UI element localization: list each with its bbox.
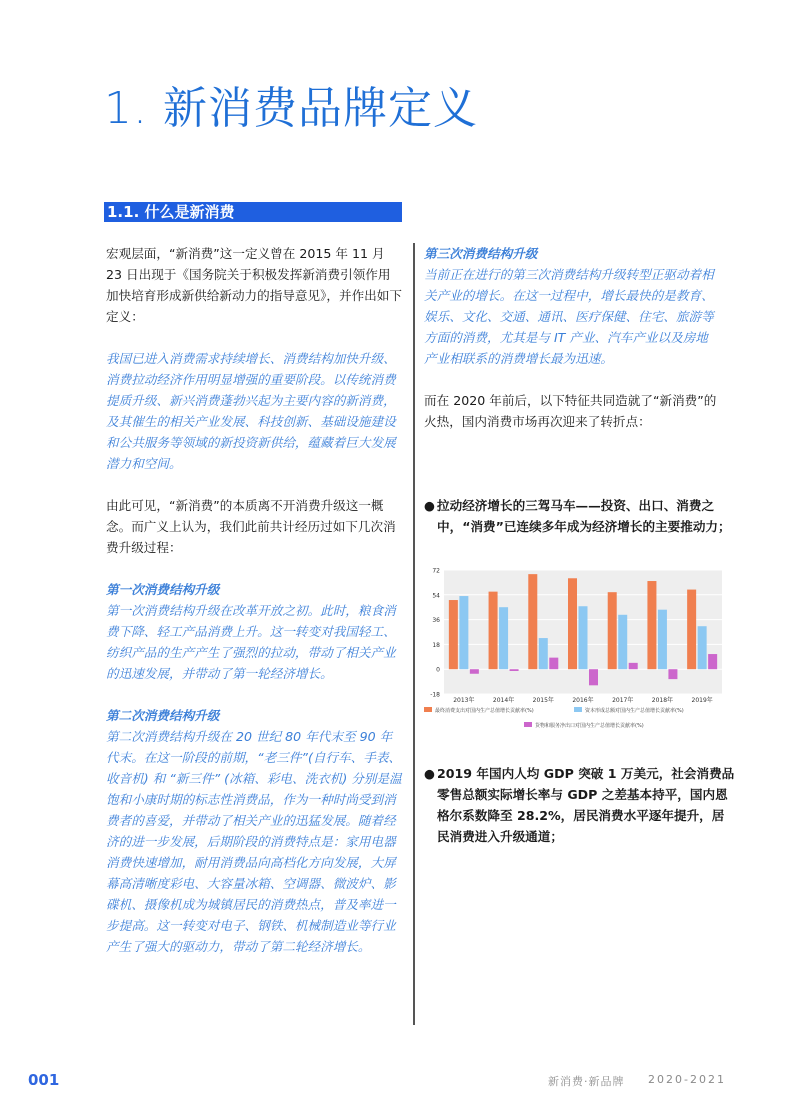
legend-label: 资本形成总额对国内生产总值增长贡献率(%)	[585, 708, 684, 714]
page-title: 1. 新消费品牌定义	[104, 83, 478, 134]
third-upgrade-body: 当前正在进行的第三次消费结构升级转型正驱动着相关产业的增长。在这一过程中，增长最快的是教育、娱乐、文化、交通、通讯、医疗保健、住宅、旅游等方面的消费，尤其是与 IT 产业、汽车产业以及房地产业相联系的消费增长最为迅速。	[424, 267, 714, 366]
second-upgrade-body: 第二次消费结构升级在 20 世纪 80 年代末至 90 年代末。在这一阶段的前期，“老三件”(自行车、手表、收音机) 和 “新三件” (冰箱、彩电、洗衣机) 分别是温饱和小康时期的标志性消费品，作为一种时尚受到消费者的喜爱，并带动了相关产业的迅猛发展。随着经济的进一步发展，后期阶段的消费特点是：家用电器消费快速增加，耐用消费品向高档化方向发展，大屏幕高清晰度彩电、大容量冰箱、空调器、微波炉、影碟机、摄像机成为城镇居民的消费热点，普及率进一步提高。这一转变对电子、钢铁、机械制造业等行业产生了强大的驱动力，带动了第二轮经济增长。	[106, 729, 402, 954]
bullet-consumption-driver	[424, 495, 735, 537]
bullet-text: 2019 年国内人均 GDP 突破 1 万美元，社会消费品零售总额实际增长率与 GDP 之差基本持平，国内恩格尔系数降至 28.2%，居民消费水平逐年提升，居民消费进入升级通道；	[437, 766, 735, 844]
y-tick-label: -18	[430, 691, 440, 699]
page-number: 001	[28, 1071, 60, 1089]
legend-label: 最终消费支出对国内生产总值增长贡献率(%)	[435, 708, 534, 714]
y-tick-label: 0	[436, 666, 440, 674]
x-tick-label: 2015年	[532, 697, 554, 704]
legend-swatch	[424, 707, 432, 712]
bar-3-2019年	[708, 654, 717, 669]
legend-swatch	[574, 707, 582, 712]
second-upgrade-title: 第二次消费结构升级	[106, 708, 220, 723]
bar-1-2017年	[608, 592, 617, 669]
legend-label: 货物和服务净出口对国内生产总值增长贡献率(%)	[535, 723, 644, 729]
bar-2-2016年	[579, 606, 588, 669]
bar-1-2019年	[687, 590, 696, 670]
bar-1-2013年	[449, 600, 458, 669]
left-column	[106, 243, 404, 957]
bar-2-2014年	[499, 607, 508, 669]
bar-3-2015年	[549, 658, 558, 670]
definition-quote: 我国已进入消费需求持续增长、消费结构加快升级、消费拉动经济作用明显增强的重要阶段。以传统消费提质升级、新兴消费蓬勃兴起为主要内容的新消费，及其催生的相关产业发展、科技创新、基础设施建设和公共服务等领域的新投资新供给，蕴藏着巨大发展潜力和空间。	[106, 351, 396, 471]
x-tick-label: 2013年	[453, 697, 475, 704]
upgrade-paragraph: 由此可见，“新消费”的本质离不开消费升级这一概念。而广义上认为，我们此前共计经历过如下几次消费升级过程：	[106, 498, 396, 555]
x-tick-label: 2016年	[572, 697, 594, 704]
bar-3-2017年	[629, 663, 638, 669]
turning-point-paragraph: 而在 2020 年前后，以下特征共同造就了“新消费”的火热，国内消费市场再次迎来了转折点：	[424, 393, 717, 429]
section-heading: 1.1. 什么是新消费	[107, 203, 235, 221]
footer-publication: 新消费·新品牌	[548, 1075, 625, 1088]
bar-3-2018年	[668, 669, 677, 679]
bar-2-2017年	[618, 615, 627, 669]
bar-3-2016年	[589, 669, 598, 685]
footer-year: 2020-2021	[648, 1073, 726, 1086]
bar-3-2014年	[510, 669, 519, 671]
bar-2-2018年	[658, 610, 667, 670]
contribution-bar-chart	[424, 562, 726, 740]
bullet-dot-icon: ●	[424, 766, 435, 781]
bullet-text: 拉动经济增长的三驾马车——投资、出口、消费之中，“消费”已连续多年成为经济增长的主要推动力；	[437, 498, 731, 534]
bullet-dot-icon: ●	[424, 498, 435, 513]
bar-1-2018年	[647, 581, 656, 669]
x-tick-label: 2019年	[691, 697, 713, 704]
bullet-gdp	[424, 763, 735, 847]
intro-paragraph: 宏观层面，“新消费”这一定义曾在 2015 年 11 月 23 日出现于《国务院关于积极发挥新消费引领作用 加快培育形成新供给新动力的指导意见》，并作出如下定义：	[106, 246, 402, 324]
right-column	[424, 243, 720, 432]
first-upgrade-title: 第一次消费结构升级	[106, 582, 220, 597]
y-tick-label: 36	[432, 617, 440, 625]
y-tick-label: 18	[432, 641, 440, 649]
x-tick-label: 2017年	[612, 697, 634, 704]
y-tick-label: 72	[432, 567, 440, 575]
x-tick-label: 2014年	[492, 697, 515, 704]
column-divider	[413, 243, 415, 1025]
bar-1-2014年	[489, 592, 498, 670]
third-upgrade-title: 第三次消费结构升级	[424, 246, 538, 261]
bar-2-2019年	[698, 626, 707, 669]
legend-swatch	[524, 722, 532, 727]
first-upgrade-body: 第一次消费结构升级在改革开放之初。此时，粮食消费下降、轻工产品消费上升。这一转变对我国轻工、纺织产品的生产产生了强烈的拉动，带动了相关产业的迅速发展，并带动了第一轮经济增长。	[106, 603, 396, 681]
x-tick-label: 2018年	[651, 697, 674, 704]
y-tick-label: 54	[432, 592, 440, 600]
bar-3-2013年	[470, 669, 479, 674]
bar-1-2015年	[528, 574, 537, 669]
bar-1-2016年	[568, 578, 577, 669]
bar-2-2013年	[459, 596, 468, 669]
bar-2-2015年	[539, 638, 548, 669]
